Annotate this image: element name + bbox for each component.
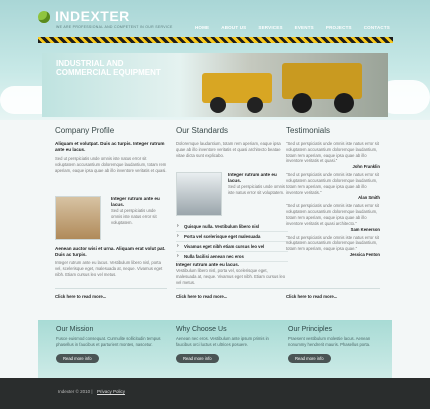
nav-projects[interactable]: PROJECTS (325, 25, 352, 30)
nav-services[interactable]: SERVICES (258, 25, 283, 30)
profile-body-2: Integer rutrum ante eu lacus. Vestibulum libero nisl, porta vel, scelerisque eget, malesuada at, neque. Vivamus eget nibh. Etiam cursus leo vel metus. (55, 260, 163, 277)
divider (176, 288, 288, 289)
standards-image-text: Sed ut perspiciatis unde omnis iste natus error sit voluptatem. (228, 184, 286, 195)
profile-lead: Aliquam et volutpat. Duis ac turpis. Integer rutrum ante eu lacus. (55, 141, 165, 152)
truck-wheel (247, 97, 263, 113)
principles-read-more-button[interactable]: Read more info (288, 354, 331, 363)
standards-tail-text: Vestibulum libero nisl, porta vel, scelerisque eget, malesuada at, neque. Vivamus eget nibh. Etiam cursus leo vel metus. (176, 268, 286, 285)
standards-heading: Our Standards (176, 126, 229, 135)
hero-title (56, 59, 161, 77)
truck-wheel (210, 97, 226, 113)
logo[interactable] (38, 8, 188, 36)
nav-contacts[interactable]: CONTACTS (363, 25, 390, 30)
divider (55, 288, 167, 289)
profile-image-caption: Integer rutrum ante eu lacus. (111, 196, 160, 207)
truck-wheel (334, 93, 354, 113)
nav-home[interactable]: HOME (194, 25, 210, 30)
hero-title-line1: INDUSTRIAL AND (56, 59, 124, 68)
testimonial-quote: "Sed ut perspiciatis unde omnis iste natus error sit voluptatem accusantium doloremque laudantium, totam rem aperiam, eaque ipsa quae ab illo inventore veritatis." (286, 172, 379, 195)
why-choose-us-text: Aenean nec eros. Vestibulum ante ipsum primis in faucibus orci luctus et ultrices posuere. (176, 336, 269, 347)
nav-events[interactable]: EVENTS (294, 25, 314, 30)
testimonial-author: Sam Kenerson (350, 226, 380, 232)
principles-block (288, 326, 384, 365)
mission-block (56, 326, 164, 365)
profile-lead-2: Aenean auctor wisi et urna. Aliquam erat volut pat. Duis ac turpis. (55, 246, 166, 257)
truck-wheel (292, 93, 312, 113)
cranes-image (176, 172, 222, 216)
why-choose-us-heading: Why Choose Us (176, 326, 227, 333)
divider (286, 288, 380, 289)
mission-text: Fusce euismod consequat. Curmulite sollicitudin tempus phasellus in faucibus et parturient montes, nascetur. (56, 336, 161, 347)
mission-read-more-button[interactable]: Read more info (56, 354, 99, 363)
testimonials-heading: Testimonials (286, 126, 331, 135)
standards-list-item[interactable]: › Vivamus eget nibh etiam cursus leo vel (176, 242, 288, 252)
logo-text: INDEXTER (55, 8, 130, 24)
truck-image-2 (282, 63, 362, 99)
standards-list-item[interactable]: › Quisque nulla. Vestibulum libero nisl (176, 222, 288, 232)
our-standards-section (176, 120, 288, 299)
worker-image (55, 196, 101, 240)
standards-list-item[interactable]: › Porta vel scelerisque eget malesuada (176, 232, 288, 242)
hazard-stripe (38, 37, 393, 43)
standards-image-caption: Integer rutrum ante eu lacus. (228, 172, 277, 183)
testimonial-quote: "Sed ut perspiciatis unde omnis iste natus error sit voluptatem accusantium doloremque laudantium, totam rem aperiam, eaque ipsa quae ab illo inventore veritatis et quasi architecto." (286, 203, 379, 226)
copyright-text: Indexter © 2010 | (58, 389, 93, 394)
why-choose-us-read-more-button[interactable]: Read more info (176, 354, 219, 363)
standards-tail-heading: Integer rutrum ante eu lacus. (176, 262, 240, 267)
privacy-policy-link[interactable]: Privacy Policy (97, 389, 126, 394)
testimonials-section (286, 120, 380, 299)
principles-text: Praesent vestibulum molestie lacus. Aenean nonummy hendrerit mauris. Phasellus porta. (288, 336, 371, 347)
standards-list-item[interactable]: › Nulla facilisi aenean nec eros (176, 252, 288, 262)
company-profile-section (55, 120, 167, 299)
testimonial-author: Alan Smith (358, 195, 380, 201)
hero-title-line2: COMMERCIAL EQUIPMENT (56, 68, 161, 77)
company-profile-heading: Company Profile (55, 126, 115, 135)
profile-read-more-link[interactable]: Click here to read more... (55, 294, 107, 299)
testimonials-read-more-link[interactable]: Click here to read more... (286, 294, 338, 299)
standards-read-more-link[interactable]: Click here to read more... (176, 294, 228, 299)
testimonial-quote: "Sed ut perspiciatis unde omnis iste natus error sit voluptatem accusantium doloremque laudantium, totam rem aperiam, eaque ipsa quae." (286, 234, 379, 252)
testimonial-author: John Franklin (352, 164, 380, 170)
why-choose-us-block (176, 326, 284, 365)
testimonial-author: Jessica Fenton (349, 251, 380, 257)
nav-about[interactable]: ABOUT US (221, 25, 247, 30)
hero-banner (42, 53, 388, 117)
testimonial-quote: "Sed ut perspiciatis unde omnis iste natus error sit voluptatem accusantium doloremque laudantium, totam rem aperiam, eaque ipsa quae ab illo inventore veritatis et quasi." (286, 141, 379, 164)
mission-heading: Our Mission (56, 326, 94, 333)
profile-body: Sed ut perspiciatis unde omnis iste natus error sit voluptatem accusantium doloremque laudantium, totam rem aperiam, eaque ipsa quae ab illo inventore veritatis et quasi. (55, 156, 167, 173)
profile-image-text: Sed ut perspiciatis unde omnis iste natus error sit voluptatem. (111, 208, 157, 225)
principles-heading: Our Principles (288, 326, 332, 333)
main-nav (195, 25, 390, 30)
standards-intro: Doloremque laudantium, totam rem aperiam, eaque ipsa quae ab illo inventore veritatis et quasi architecto beatae vitae dicta sunt explicabo. (176, 141, 281, 158)
logo-icon (38, 11, 50, 23)
logo-tagline: WE ARE PROFESSIONAL AND COMPETENT IN OUR SERVICE (56, 25, 173, 29)
